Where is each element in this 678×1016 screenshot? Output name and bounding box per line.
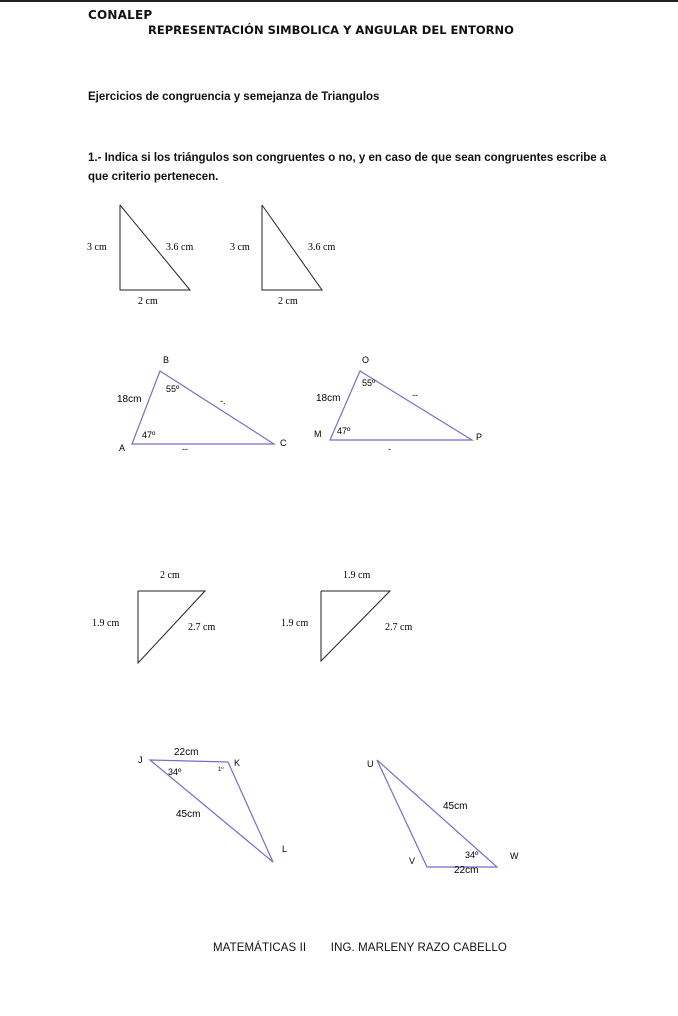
- pair1-right-side-c: 2 cm: [278, 296, 298, 307]
- pair2-left-triangle: [117, 355, 287, 454]
- pair2-right-angle-top: 55º: [362, 378, 376, 388]
- pair3-right-left: 1.9 cm: [281, 618, 309, 629]
- pair3-right-hyp: 2.7 cm: [385, 622, 413, 633]
- pair1-right-triangle: [230, 205, 335, 307]
- pair2-right-tick-1: --: [412, 390, 418, 400]
- pair1-left-triangle: [87, 205, 193, 307]
- pair1-left-side-b: 3.6 cm: [166, 242, 194, 253]
- pair4-left-vertex-l: L: [282, 844, 288, 854]
- pair4-right-bottom: 22cm: [454, 865, 479, 876]
- pair3-left-triangle: [92, 570, 215, 663]
- footer: [213, 942, 507, 954]
- pair4-left-mark: 1º: [218, 767, 224, 773]
- pair4-left-triangle: [138, 747, 287, 862]
- pair2-right-triangle: [314, 355, 482, 454]
- footer-teacher: ING. MARLENY RAZO CABELLO: [330, 942, 507, 954]
- pair2-right-side: 18cm: [316, 393, 341, 404]
- pair2-right-tick-2: -: [388, 444, 391, 454]
- pair4-left-vertex-j: J: [138, 755, 143, 765]
- pair4-right-vertex-u: U: [367, 759, 374, 769]
- pair1-right-side-b: 3.6 cm: [308, 242, 336, 253]
- pair1-right-side-a: 3 cm: [230, 242, 250, 253]
- pair3-left-top: 2 cm: [160, 570, 180, 581]
- pair2-right-vertex-top: O: [362, 355, 370, 365]
- pair1-left-side-c: 2 cm: [138, 296, 158, 307]
- pair3-right-triangle: [281, 570, 412, 661]
- question-line-1: 1.- Indica si los triángulos son congruentes o no, y en caso de que sean congruentes escribe a: [88, 152, 607, 164]
- pair2-left-angle-bottom: 47º: [142, 430, 156, 440]
- footer-subject: MATEMÁTICAS II: [213, 942, 307, 954]
- pair2-right-vertex-bl: M: [314, 429, 322, 439]
- pair2-left-tick-1: -.: [220, 396, 226, 406]
- pair3-left-left: 1.9 cm: [92, 618, 120, 629]
- pair1-left-side-a: 3 cm: [87, 242, 107, 253]
- institution-name: CONALEP: [88, 8, 153, 22]
- pair2-left-side: 18cm: [117, 394, 142, 405]
- pair4-left-vertex-k: K: [234, 758, 241, 768]
- document-subtitle: REPRESENTACIÓN SIMBOLICA Y ANGULAR DEL ENTORNO: [148, 23, 514, 37]
- pair4-right-vertex-w: W: [510, 851, 519, 861]
- pair4-left-angle: 34º: [168, 767, 182, 777]
- pair2-right-angle-bottom: 47º: [337, 426, 351, 436]
- pair2-left-vertex-bl: A: [119, 443, 126, 453]
- pair2-left-angle-top: 55º: [166, 384, 180, 394]
- pair4-left-side: 45cm: [176, 809, 201, 820]
- pair4-left-top: 22cm: [174, 747, 199, 758]
- pair4-right-vertex-v: V: [409, 856, 416, 866]
- pair2-right-vertex-br: P: [476, 432, 483, 442]
- section-title: Ejercicios de congruencia y semejanza de Triangulos: [88, 91, 380, 103]
- pair3-left-hyp: 2.7 cm: [188, 622, 216, 633]
- pair4-right-side: 45cm: [443, 801, 468, 812]
- pair3-right-top: 1.9 cm: [343, 570, 371, 581]
- pair2-left-vertex-top: B: [163, 355, 170, 365]
- pair4-right-angle: 34º: [465, 850, 479, 860]
- pair4-right-triangle: [367, 759, 519, 876]
- pair2-left-tick-2: --: [182, 444, 188, 454]
- question-line-2: que criterio pertenecen.: [88, 171, 219, 183]
- pair2-left-vertex-br: C: [280, 438, 287, 448]
